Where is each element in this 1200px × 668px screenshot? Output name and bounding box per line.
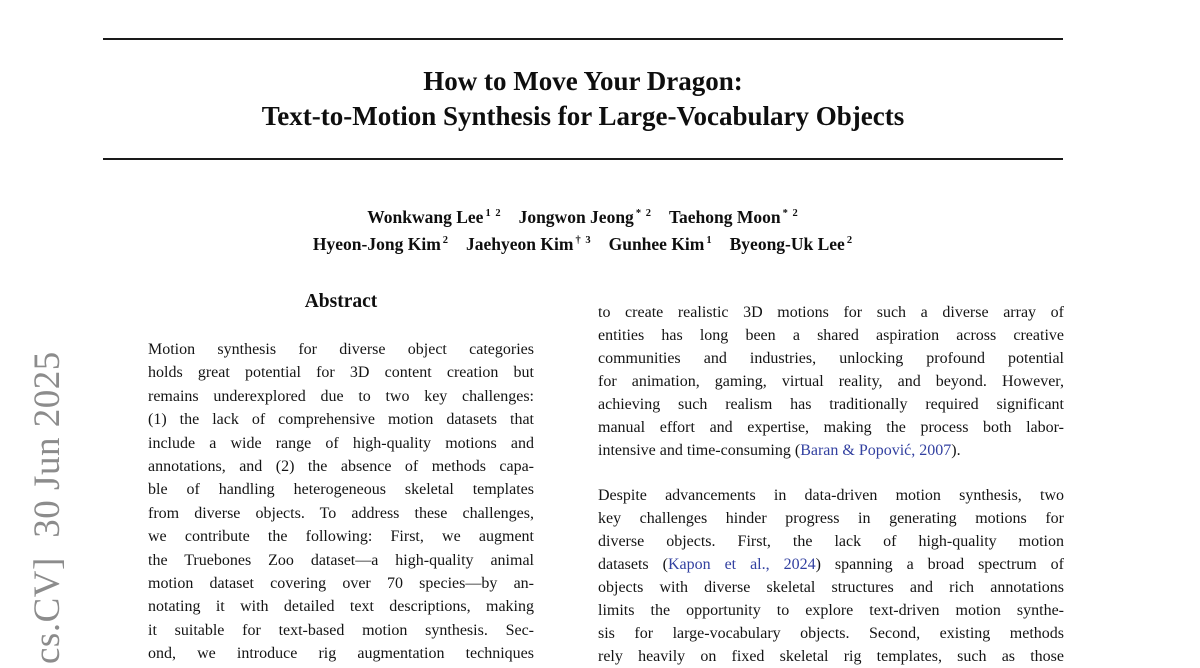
text-line: ond, we introduce rig augmentation techniques — [148, 645, 534, 663]
text-line: to create realistic 3D motions for such a diverse array of — [598, 304, 1064, 321]
text-line: communities and industries, unlocking profound potential — [598, 350, 1064, 367]
author-affiliation-sup: 2 — [846, 234, 854, 246]
text-line: for animation, gaming, virtual reality, and beyond. However, — [598, 373, 1064, 390]
text-line: the Truebones Zoo dataset—a high-quality animal — [148, 551, 534, 569]
text-line: remains underexplored due to two key challenges: — [148, 387, 534, 405]
author-affiliation-sup: † 3 — [575, 234, 592, 246]
text-line: we contribute the following: First, we augment — [148, 528, 534, 546]
author-name: Jaehyeon Kim $^{\dagger 3}$ — [466, 233, 592, 254]
text-line: rely heavily on fixed skeletal rig templates, such as those — [598, 648, 1064, 665]
text-line: it suitable for text-based motion synthesis. Sec- — [148, 621, 534, 639]
paper-title-line1: How to Move Your Dragon: — [423, 66, 743, 96]
text-line: entities has long been a shared aspiration across creative — [598, 327, 1064, 344]
author-affiliation-sup: * 2 — [782, 208, 799, 219]
citation-link[interactable]: Kapon et al., 2024 — [667, 556, 816, 573]
text-line: manual effort and expertise, making the process both labor- — [598, 419, 1064, 436]
text-line: Motion synthesis for diverse object categories — [148, 341, 534, 358]
text-line: sis for large-vocabulary objects. Second, existing methods — [598, 625, 1064, 642]
text-line: annotations, and (2) the absence of methods capa- — [148, 458, 534, 476]
text-line: holds great potential for 3D content creation but — [148, 364, 534, 382]
author-name: Hyeon-Jong Kim $^2$ — [312, 233, 450, 254]
author-affiliation-sup: 2 — [442, 234, 450, 246]
author-name: Jongwon Jeong $^{* 2}$ — [518, 206, 652, 227]
title-rule-top — [103, 38, 1063, 40]
text-line: key challenges hinder progress in generating motions for — [598, 510, 1064, 527]
text-line: include a wide range of high-quality motions and — [148, 434, 534, 452]
paper-title — [103, 64, 1063, 134]
text-line: intensive and time-consuming (Baran & Popović, 2007). — [598, 442, 961, 459]
intro-paragraph-2 — [598, 484, 1064, 668]
paper-title-line2: Text-to-Motion Synthesis for Large-Vocabulary Objects — [261, 101, 905, 131]
abstract-heading: Abstract — [304, 291, 378, 312]
author-affiliation-sup: 1 2 — [485, 208, 502, 219]
text-line: motion dataset covering over 70 species—by an- — [148, 575, 534, 593]
author-line-1 — [103, 202, 1063, 229]
intro-paragraph-1 — [598, 301, 1064, 462]
title-rule-bottom — [103, 158, 1063, 160]
author-affiliation-sup: 1 — [706, 234, 713, 246]
citation-link[interactable]: Baran & Popović, 2007 — [800, 442, 952, 459]
author-line-2 — [103, 229, 1063, 256]
text-line: diverse objects. First, the lack of high-quality motion — [598, 533, 1064, 550]
author-affiliation-sup: * 2 — [635, 208, 652, 219]
abstract-text — [148, 338, 534, 666]
author-name: Byeong-Uk Lee $^2$ — [729, 233, 854, 254]
text-line: (1) the lack of comprehensive motion datasets that — [148, 411, 534, 429]
text-line: from diverse objects. To address these challenges, — [148, 504, 534, 522]
author-block — [103, 202, 1063, 256]
text-line: notating it with detailed text descriptions, making — [148, 598, 534, 616]
text-line: objects with diverse skeletal structures and rich annotations — [598, 579, 1064, 596]
text-line: ble of handling heterogeneous skeletal templates — [148, 481, 534, 499]
arxiv-watermark: cs.CV] 30 Jun 2025 — [27, 351, 68, 664]
author-name: Wonkwang Lee $^{1 2}$ — [367, 206, 502, 227]
author-name: Gunhee Kim $^1$ — [608, 233, 713, 254]
text-line: Despite advancements in data-driven motion synthesis, two — [598, 487, 1064, 504]
text-line: achieving such realism has traditionally required significant — [598, 396, 1064, 413]
text-line: datasets (Kapon et al., 2024) spanning a broad spectrum of — [598, 556, 1065, 573]
text-line: limits the opportunity to explore text-driven motion synthe- — [598, 602, 1064, 619]
author-name: Taehong Moon $^{* 2}$ — [668, 206, 799, 227]
